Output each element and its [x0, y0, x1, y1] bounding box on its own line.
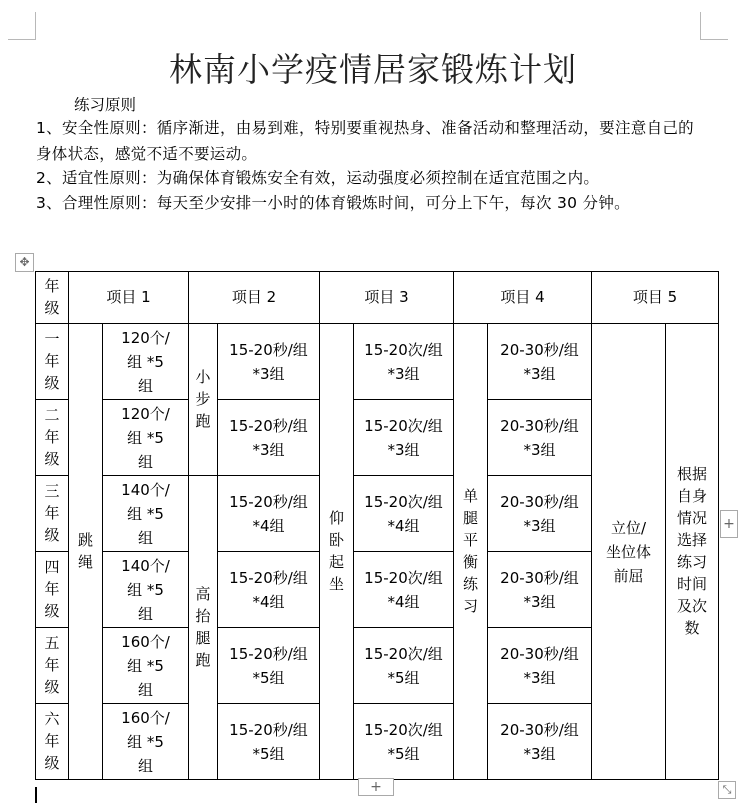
grade-cell: 五年级	[36, 628, 69, 704]
item1-amount-cell: 140个/组 *5组	[103, 476, 189, 552]
item2-amount-cell: 15-20秒/组 *3组	[218, 400, 320, 476]
grade-cell: 四年级	[36, 552, 69, 628]
table-resize-icon[interactable]: ⤡	[718, 781, 736, 799]
grade-cell: 一年级	[36, 324, 69, 400]
grade-cell: 六年级	[36, 704, 69, 780]
item3-amount-cell: 15-20次/组 *4组	[354, 552, 454, 628]
item3-amount-cell: 15-20次/组 *3组	[354, 324, 454, 400]
principle-safety: 1、安全性原则：循序渐进，由易到难，特别要重视热身、准备活动和整理活动，要注意自己的身体状态，感觉不适不要运动。	[36, 119, 694, 163]
item4-amount-cell: 20-30秒/组 *3组	[488, 324, 592, 400]
header-item-5: 项目 5	[592, 272, 719, 324]
table-row	[36, 324, 719, 400]
item4-amount-cell: 20-30秒/组 *3组	[488, 628, 592, 704]
exercise-plan-table	[35, 271, 719, 780]
item4-amount-cell: 20-30秒/组 *3组	[488, 476, 592, 552]
principle-suitability: 2、适宜性原则：为确保体育锻炼安全有效，运动强度必须控制在适宜范围之内。	[36, 169, 600, 187]
add-column-icon[interactable]: +	[720, 510, 738, 538]
header-grade: 年级	[36, 272, 69, 324]
item2-name-cell-a: 小步跑	[189, 324, 218, 476]
item5-name-cell: 立位/坐位体前屈	[592, 324, 666, 780]
text-cursor	[35, 787, 37, 803]
margin-mark-top-right	[700, 12, 728, 40]
item1-amount-cell: 120个/组 *5组	[103, 400, 189, 476]
principle-rationality: 3、合理性原则：每天至少安排一小时的体育锻炼时间，可分上下午，每次 30 分钟。	[36, 194, 630, 212]
header-item-1: 项目 1	[69, 272, 189, 324]
item2-amount-cell: 15-20秒/组 *4组	[218, 552, 320, 628]
item2-amount-cell: 15-20秒/组 *4组	[218, 476, 320, 552]
margin-mark-top-left	[8, 12, 36, 40]
item1-amount-cell: 160个/组 *5组	[103, 628, 189, 704]
header-row	[36, 272, 719, 324]
header-item-4: 项目 4	[454, 272, 592, 324]
item3-amount-cell: 15-20次/组 *5组	[354, 628, 454, 704]
item3-amount-cell: 15-20次/组 *4组	[354, 476, 454, 552]
add-row-icon[interactable]: +	[358, 778, 394, 796]
item2-amount-cell: 15-20秒/组 *3组	[218, 324, 320, 400]
item1-amount-cell: 160个/组 *5组	[103, 704, 189, 780]
item2-name-cell-b: 高抬腿跑	[189, 476, 218, 780]
item4-amount-cell: 20-30秒/组 *3组	[488, 704, 592, 780]
page-title: 林南小学疫情居家锻炼计划	[169, 50, 577, 89]
item1-amount-cell: 120个/组 *5组	[103, 324, 189, 400]
item3-amount-cell: 15-20次/组 *3组	[354, 400, 454, 476]
item5-note-cell: 根据自身情况选择练习时间及次数	[666, 324, 719, 780]
item4-amount-cell: 20-30秒/组 *3组	[488, 400, 592, 476]
header-item-2: 项目 2	[189, 272, 320, 324]
item4-name-cell: 单腿平衡练习	[454, 324, 488, 780]
header-item-3: 项目 3	[320, 272, 454, 324]
item2-amount-cell: 15-20秒/组 *5组	[218, 704, 320, 780]
section-heading: 练习原则	[74, 96, 137, 114]
item1-amount-cell: 140个/组 *5组	[103, 552, 189, 628]
item3-amount-cell: 15-20次/组 *5组	[354, 704, 454, 780]
grade-cell: 二年级	[36, 400, 69, 476]
item1-name-cell: 跳绳	[69, 324, 103, 780]
item4-amount-cell: 20-30秒/组 *3组	[488, 552, 592, 628]
grade-cell: 三年级	[36, 476, 69, 552]
table-move-handle-icon[interactable]: ✥	[15, 253, 34, 272]
item2-amount-cell: 15-20秒/组 *5组	[218, 628, 320, 704]
item3-name-cell: 仰卧起坐	[320, 324, 354, 780]
